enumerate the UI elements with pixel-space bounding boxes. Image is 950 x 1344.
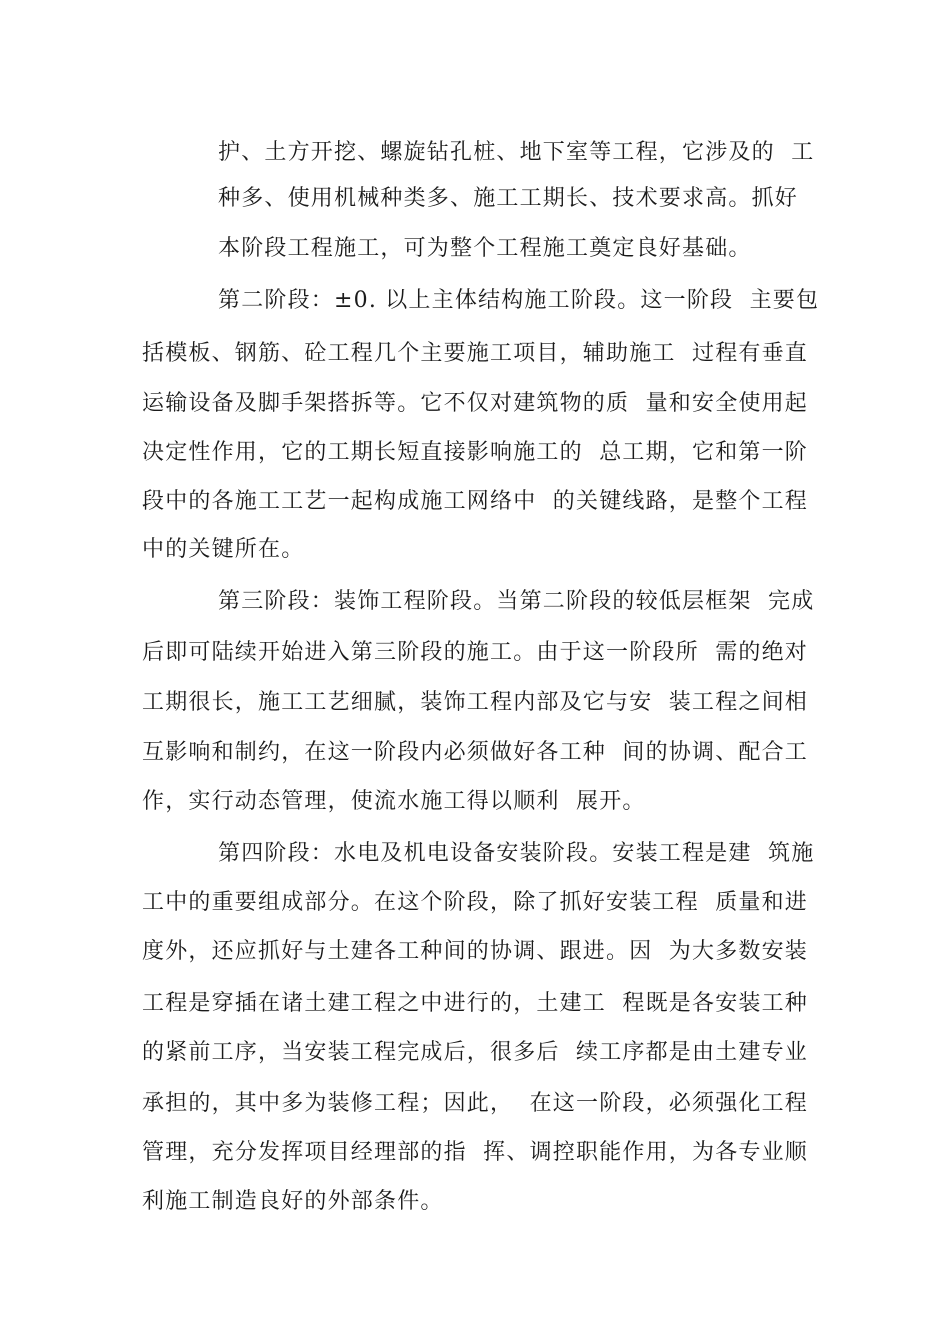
text-line-10: 第三阶段：装饰工程阶段。当第二阶段的较低层框架 完成	[218, 589, 815, 614]
text-line-19: 的紧前工序，当安装工程完成后，很多后 续工序都是由土建专业	[142, 1040, 808, 1065]
text-line-16: 工中的重要组成部分。在这个阶段，除了抓好安装工程 质量和进	[142, 890, 808, 915]
text-line-12: 工期很长，施工工艺细腻，装饰工程内部及它与安 装工程之间相	[142, 690, 808, 715]
text-line-17: 度外，还应抓好与土建各工种间的协调、跟进。因 为大多数安装	[142, 939, 808, 964]
text-line-2: 种多、使用机械种类多、施工工期长、技术要求高。抓好	[218, 186, 799, 211]
text-line-6: 运输设备及脚手架搭拆等。它不仅对建筑物的质 量和安全使用起	[142, 391, 808, 416]
text-line-14: 作，实行动态管理，使流水施工得以顺利 展开。	[142, 789, 646, 814]
text-line-18: 工程是穿插在诸土建工程之中进行的，土建工 程既是各安装工种	[142, 991, 808, 1016]
text-line-5: 括模板、钢筋、砼工程几个主要施工项目，辅助施工 过程有垂直	[142, 341, 808, 366]
text-line-3: 本阶段工程施工，可为整个工程施工奠定良好基础。	[218, 236, 752, 261]
text-line-8: 段中的各施工工艺一起构成施工网络中 的关键线路，是整个工程	[142, 489, 808, 514]
text-line-7: 决定性作用，它的工期长短直接影响施工的 总工期，它和第一阶	[142, 440, 808, 465]
text-line-15: 第四阶段：水电及机电设备安装阶段。安装工程是建 筑施	[218, 841, 815, 866]
text-line-9: 中的关键所在。	[142, 537, 305, 562]
text-line-1: 护、土方开挖、螺旋钻孔桩、地下室等工程，它涉及的 工	[218, 140, 815, 165]
text-line-11: 后即可陆续开始进入第三阶段的施工。由于这一阶段所 需的绝对	[142, 640, 808, 665]
text-line-13: 互影响和制约，在这一阶段内必须做好各工种 间的协调、配合工	[142, 740, 808, 765]
text-line-4: 第二阶段：±0. 以上主体结构施工阶段。这一阶段 主要包	[218, 288, 820, 313]
text-line-20: 承担的，其中多为装修工程；因此， 在这一阶段，必须强化工程	[142, 1091, 808, 1116]
text-line-22: 利施工制造良好的外部条件。	[142, 1189, 444, 1214]
text-line-21: 管理，充分发挥项目经理部的指 挥、调控职能作用，为各专业顺	[142, 1140, 808, 1165]
